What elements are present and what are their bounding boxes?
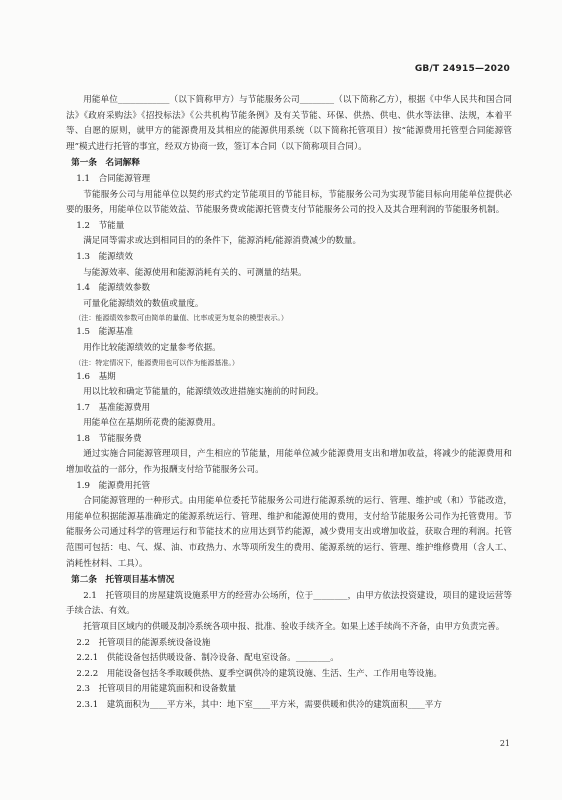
page-number: 21 [499, 739, 510, 748]
note-text: （注：特定情况下，能源费用也可以作为能源基准。） [74, 358, 239, 367]
paragraph: 通过实施合同能源管理项目，产生相应的节能量，用能单位减少能源费用支出和增加收益，将减少的能源费用和增加收益的一部分，作为报酬支付给节能服务公司。 [66, 449, 512, 476]
section-heading: 1.8 节能服务费 [76, 433, 142, 444]
section-heading: 1.7 基准能源费用 [76, 402, 151, 413]
paragraph: 用作比较能源绩效的定量参考依据。 [83, 342, 221, 353]
paragraph: 合同能源管理的一种形式。由用能单位委托节能服务公司进行能源系统的运行、管理、维护或（和）节能改造，用能单位积据能源基准确定的能源系统运行、管理、维护和能源使用的费用，支付给节能服务公司作为托管费用。节能服务公司通过科学的管理运行和节能技术的应用达到节约能源，减少费用支出或增加收益，获取合理的利润。托管范围可包括：电、气、煤、油、市政热力、水等项所发生的费用、能源系统的运行、管理、维护维修费用（含人工、消耗性材料、工具）。 [66, 496, 512, 569]
article-heading: 第二条 托管项目基本情况 [71, 575, 175, 586]
section-heading: 2.3.1 建筑面积为____平方米，其中：地下室____平方米，需要供暖和供冷的建筑面积____平方 [76, 699, 442, 710]
paragraph: 与能源效率、能源使用和能源消耗有关的、可测量的结果。 [83, 267, 307, 278]
section-heading: 2.2.2 用能设备包括冬季取暖供热、夏季空调供冷的建筑设施、生活、生产、工作用电等设施。 [76, 668, 442, 679]
standard-code: GB/T 24915—2020 [414, 64, 510, 74]
paragraph: 托管项目区域内的供暖及制冷系统各项申报、批准、验收手续齐全。如果上述手续尚不齐备，由甲方负责完善。 [83, 622, 505, 632]
section-heading: 1.2 节能量 [76, 220, 125, 231]
note-text: （注：能源绩效参数可由简单的量值、比率或更为复杂的模型表示。） [74, 314, 288, 323]
paragraph: 可量化能源绩效的数值或量度。 [83, 298, 204, 309]
paragraph: 满足同等需求或达到相同目的的条件下，能源消耗/能源消费减少的数量。 [83, 236, 362, 247]
section-heading: 1.4 能源绩效参数 [76, 283, 151, 294]
paragraph: 用能单位在基期所花费的能源费用。 [83, 418, 221, 429]
section-heading: 1.6 基期 [76, 371, 116, 382]
section-heading: 1.3 能源绩效 [76, 251, 133, 262]
paragraph: 用以比较和确定节能量的，能源绩效改进措施实施前的时间段。 [83, 387, 324, 398]
section-heading: 2.2.1 供能设备包括供暖设备、制冷设备、配电室设备。________。 [76, 653, 339, 664]
paragraph: 节能服务公司与用能单位以契约形式约定节能项目的节能目标，节能服务公司为实现节能目标向用能单位提供必要的服务，用能单位以节能效益、节能服务费或能源托管费支付节能服务公司的投入及其合理利润的节能服务机制。 [66, 189, 512, 216]
article-heading: 第一条 名词解释 [71, 158, 140, 169]
section-heading: 1.5 能源基准 [76, 327, 133, 338]
section-heading: 2.3 托管项目的用能建筑面积和设备数量 [76, 684, 237, 695]
paragraph: 2.1 托管项目的房屋建筑设施系甲方的经营办公场所，位于________，由甲方依法投资建设，项目的建设运营等手续合法、有效。 [66, 590, 512, 617]
section-heading: 1.1 合同能源管理 [76, 173, 151, 184]
section-heading: 2.2 托管项目的能源系统设备设施 [76, 637, 211, 648]
paragraph: 用能单位____________（以下简称甲方）与节能服务公司________（以下简称乙方），根据《中华人民共和国合同法》《政府采购法》《招投标法》《公共机构节能条例》及有关节能、环保、供热、供电、供水等法律、法规，本着平等、自愿的原则，就甲方的能源费用及其相应的能源供用系统（以下简称托管项目）按“能源费用托管型合同能源管理”模式进行托管的事宜，经双方协商一致，签订本合同（以下简称项目合同）。 [66, 95, 512, 152]
document-body [66, 93, 512, 714]
section-heading: 1.9 能源费用托管 [76, 480, 151, 491]
